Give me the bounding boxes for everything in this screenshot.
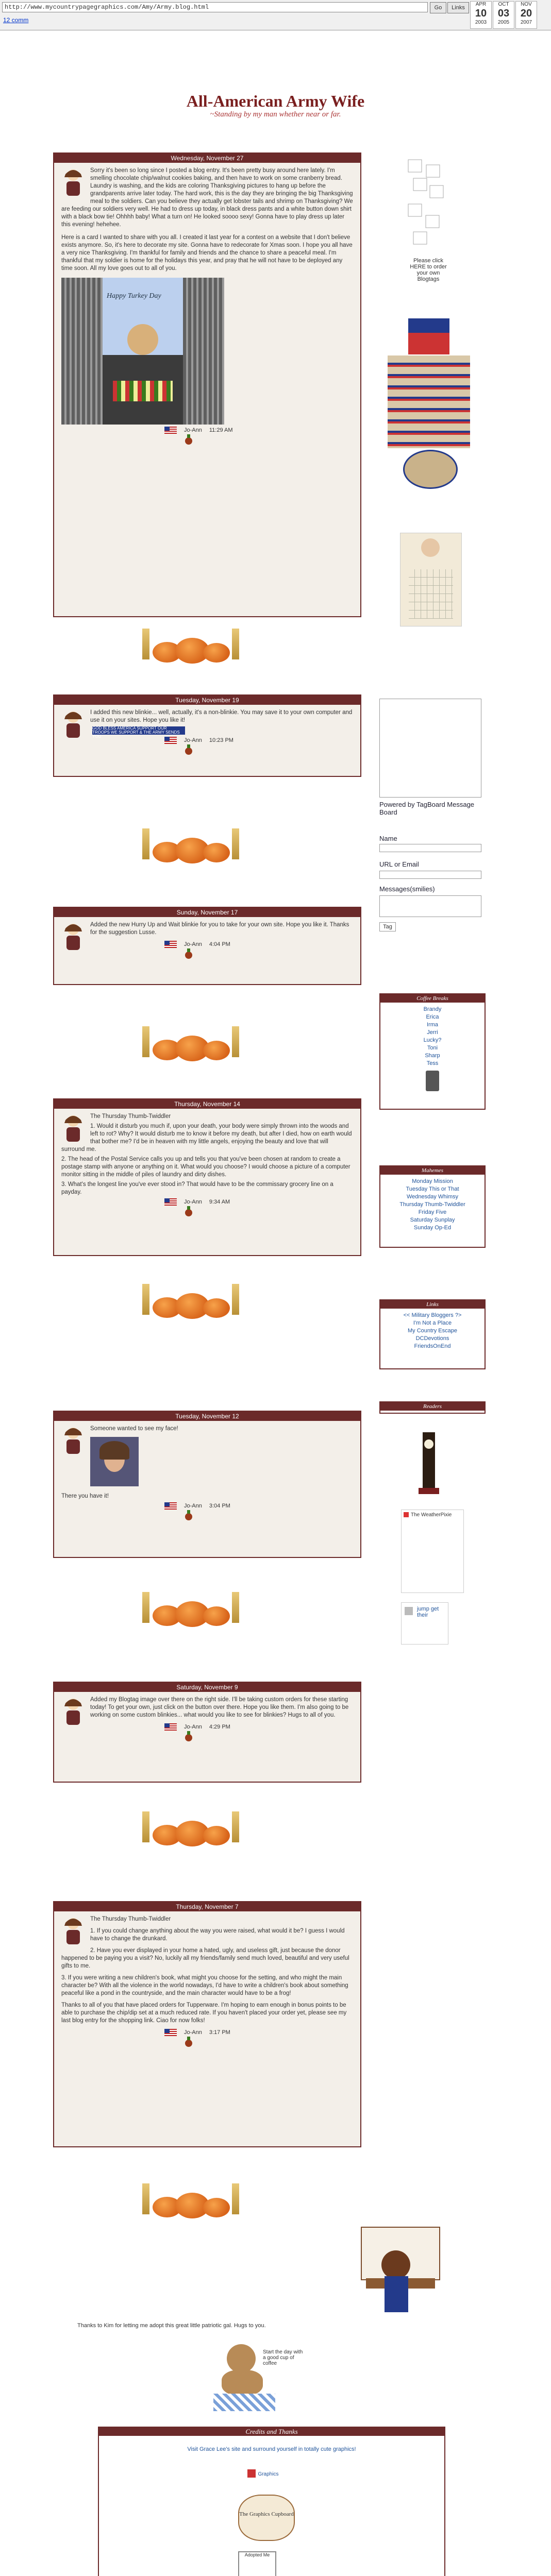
comment-icon[interactable] xyxy=(185,437,192,445)
tagboard-name-input[interactable] xyxy=(379,844,481,852)
pumpkin-divider-image xyxy=(139,624,242,665)
meme-link[interactable]: Tuesday This or That xyxy=(406,1186,459,1192)
comment-icon[interactable] xyxy=(185,1734,192,1741)
coffee-breaks-box xyxy=(379,993,486,1110)
jump-text[interactable]: jump get their xyxy=(417,1606,439,1618)
coffee-bubble-text: Start the day with a good cup of coffee xyxy=(263,2349,303,2366)
post-paragraph: Thanks to all of you that have placed orders for Tupperware. I'm hoping to earn enough in bonus points to be able to purchase the chip/dip set at a much reduced rate. If you haven't placed your order yet, please see my last blog entry for the shopping link. Ciao for now folks! xyxy=(61,2002,347,2024)
coffee-link[interactable]: Erica xyxy=(426,1014,439,1020)
card-text: Happy Turkey Day xyxy=(107,292,161,300)
post-nov-19: Tuesday, November 19 I added this new blinkie... well, actually, it's a non-blinkie. You may save it to your own computer and use it on your sites. Hope you like it! GOD BLESS AMERICA SUPPORT OUR TROOPS WE SUPPORT & THE ARMY SENDS YOU Jo-Ann 10:23 PM xyxy=(53,694,361,777)
us-flag-icon xyxy=(164,737,177,744)
post-nov-14: Thursday, November 14 The Thursday Thumb-Twiddler 1. Would it disturb you much if, upon your death, your body were simply thrown into the woods and left to rot? Why? It would disturb me to know it before my death, but after I died, how on earth would that bother me? I'd be in heaven with my little angels, enjoying the beauty and love that will surround me. 2. The head of the Postal Service calls you up and tells you that you've been chosen at random to create a postage stamp with anyone or anything on it. What would you choose? I would choose a picture of a computer monitor sitting in the middle of piles of laundry and dirty dishes. 3. What's the longest line you've ever stood in? That would have to be the commissary grocery line on a payday. Jo-Ann 9:34 AM xyxy=(53,1098,361,1256)
tagboard-messages[interactable] xyxy=(379,699,481,798)
tagboard-submit-button[interactable]: Tag xyxy=(379,922,396,931)
links-box xyxy=(379,1299,486,1369)
post-paragraph: 3. If you were writing a new children's book, what might you choose for the setting, and who might the main character be? With all the violence in the world nowadays, I'd have to write a children's book about something peaceful like a pond in the countryside, and the main character would have to be a frog! xyxy=(61,1975,348,1996)
address-bar[interactable]: http://www.mycountrypagegraphics.com/Amy/Army.blog.html xyxy=(2,2,428,12)
calendar-tab-oct[interactable]: OCT 03 2005 xyxy=(493,1,514,29)
blogtag-image[interactable] xyxy=(398,155,455,258)
links-button[interactable]: Links xyxy=(447,2,469,13)
coffee-link[interactable]: Tess xyxy=(426,1060,439,1066)
readers-header: Readers xyxy=(380,1402,485,1411)
coffee-breaks-header: Coffee Breaks xyxy=(380,994,485,1003)
go-button[interactable]: Go xyxy=(430,2,446,13)
post-time-link[interactable]: 10:23 PM xyxy=(209,737,233,743)
author-avatar-icon xyxy=(61,1425,85,1456)
post-nov-9: Saturday, November 9 Added my Blogtag image over there on the right side. I'll be taking custom orders for these starting today! To get your own, just click on the button over there. Hope you like them. I'm also going to be working on some custom blinkies... what would you like to see for blinkies? Hugs to all of you. Jo-Ann 4:29 PM xyxy=(53,1682,361,1783)
post-date: Saturday, November 9 xyxy=(54,1683,360,1692)
pumpkin-divider-image xyxy=(139,2179,242,2219)
author-avatar-icon xyxy=(61,1916,85,1946)
blinkie-image: GOD BLESS AMERICA SUPPORT OUR TROOPS WE SUPPORT & THE ARMY SENDS YOU xyxy=(92,726,185,735)
blogtag-caption[interactable]: Please click HERE to order your own Blogtags xyxy=(410,258,447,282)
meme-link[interactable]: Thursday Thumb-Twiddler xyxy=(399,1201,465,1208)
thanksgiving-card-image xyxy=(61,278,224,425)
memes-header: Mahemes xyxy=(380,1166,485,1175)
post-paragraph: Someone wanted to see my face! xyxy=(90,1426,178,1432)
post-nov-27 xyxy=(53,152,361,617)
post-date: Thursday, November 14 xyxy=(54,1099,360,1109)
tagboard-message-input[interactable] xyxy=(379,895,481,917)
post-date: Sunday, November 17 xyxy=(54,908,360,917)
memes-list xyxy=(380,1178,485,1232)
coffee-link[interactable]: Sharp xyxy=(425,1053,440,1059)
tagboard-title[interactable]: Powered by TagBoard Message Board xyxy=(379,801,475,816)
author-avatar-icon xyxy=(61,1696,85,1727)
pumpkin-divider-image xyxy=(139,1280,242,1320)
post-paragraph: 1. Would it disturb you much if, upon your death, your body were simply thrown into the woods and left to rot? Why? It would disturb me to know it before my death, but after I died, how on earth would that bother me? I'd be in heaven with my little angels, enjoying the beauty and love that will surround me. xyxy=(61,1123,352,1153)
coffee-link[interactable]: Jerri xyxy=(427,1029,438,1036)
post-paragraph: Sorry it's been so long since I posted a blog entry. It's been pretty busy around here lately. I'm smelling chocolate chip/walnut cookies baking, and then have to work on some cranberry bread. Laundry is washing, and the kids are coloring Thanksgiving pictures to hang up before the grandparents arrive later today. The hard work, this is the day they are bringing the big Thanksgiving meal to the soldiers. Can you believe they actually get lobster tails and shrimp on Thanksgiving? We are feeding our soldiers very well. He had to dress up today, in black dress pants and a white button down shirt with a black bow tie! Ohhhh baby! What a turn on! He looked soooo sexy! Gonna have to play dress up later this evening! hehehee. xyxy=(61,167,353,228)
coffee-link[interactable]: Lucky? xyxy=(423,1037,442,1043)
meme-link[interactable]: Sunday Op-Ed xyxy=(413,1225,452,1231)
adopted-badge[interactable]: Adopted Me xyxy=(238,2551,276,2576)
post-paragraph: 2. The head of the Postal Service calls you up and tells you that you've been chosen at random to create a postage stamp with anyone or anything on it. What would you choose? I would choose a picture of a computer monitor sitting in the middle of piles of laundry and dirty dishes. xyxy=(61,1156,350,1178)
us-flag-icon xyxy=(164,1723,177,1731)
comment-icon[interactable] xyxy=(185,952,192,959)
author-avatar-icon xyxy=(61,709,85,740)
coffee-link[interactable]: Irma xyxy=(427,1022,438,1028)
links-list xyxy=(380,1312,485,1350)
blog-link[interactable]: My Country Escape xyxy=(408,1328,457,1334)
credits-line[interactable]: Visit Grace Lee's site and surround yourself in totally cute graphics! xyxy=(187,2446,356,2452)
post-date: Tuesday, November 19 xyxy=(54,696,360,705)
post-nov-7: Thursday, November 7 The Thursday Thumb-Twiddler 1. If you could change anything about the way you were raised, what would it be? I guess I would have to change the drunkard. 2. Have you ever displayed in your home a hated, ugly, and useless gift, just because the donor happened to be paying you a visit? No, luckily all my friends/family send much loved, beautiful and very useful gifts to me. 3. If you were writing a new children's book, what might you choose for the setting, and who might the main character be? With all the violence in the world nowadays, I'd have to write a children's book about something peaceful like a pond in the countryside, and the main character would have to be a frog! Thanks to all of you that have placed orders for Tupperware. I'm hoping to earn enough in bonus points to be able to purchase the chip/dip set at a much reduced rate. If you haven't placed your order yet, please see my last blog entry for the shopping link. Ciao for now folks! Jo-Ann 3:17 PM xyxy=(53,1901,361,2147)
site-subtitle: ~Standing by my man whether near or far. xyxy=(210,110,341,118)
browser-toolbar xyxy=(0,0,551,30)
blog-link[interactable]: DCDevotions xyxy=(415,1335,449,1342)
tagboard-url-input[interactable] xyxy=(379,871,481,879)
cupboard-logo[interactable]: The Graphics Cupboard xyxy=(238,2495,295,2541)
post-paragraph: 2. Have you ever displayed in your home a hated, ugly, and useless gift, just because the donor happened to be paying you a visit? No, luckily all my friends/family send much loved, beautiful and very useful gifts to me. xyxy=(61,1947,349,1969)
author-photo xyxy=(90,1437,139,1486)
coffee-link[interactable]: Toni xyxy=(427,1045,438,1051)
site-title: All-American Army Wife xyxy=(186,92,365,110)
post-paragraph: Here is a card I wanted to share with you all. I created it last year for a contest on a website that I don't believe exists anymore. So, it's here to decorate my site. Gonna have to redecorate for Xmas soon. I hope you all have a very nice Thanksgiving. I'm thankful for family and friends and the chance to share a peaceful meal. I'm thankful that my soldier is home for the holidays this year, and pray that he will not have to be deployed any time soon. All my love goes out to all of you. xyxy=(61,234,353,272)
coffee-link[interactable]: Brandy xyxy=(423,1006,442,1012)
credits-box xyxy=(98,2427,445,2576)
readers-clock-image xyxy=(419,1432,439,1495)
post-paragraph: 3. What's the longest line you've ever stood in? That would have to be the commissary grocery line on a payday. xyxy=(61,1181,333,1195)
sewing-girl-image xyxy=(356,2225,442,2317)
credits-header: Credits and Thanks xyxy=(99,2428,444,2436)
credits-thanks-text: Thanks to Kim for letting me adopt this great little patriotic gal. Hugs to you. xyxy=(77,2323,266,2329)
meme-link[interactable]: Monday Mission xyxy=(412,1178,453,1184)
meme-link[interactable]: Saturday Sunplay xyxy=(410,1217,455,1223)
post-paragraph: Added the new Hurry Up and Wait blinkie for you to take for your own site. Hope you like it. Thanks for the suggestion Lusse. xyxy=(90,922,349,936)
post-time-link[interactable]: 3:17 PM xyxy=(209,2029,230,2036)
comment-icon[interactable] xyxy=(185,748,192,755)
calendar-tab-nov[interactable]: NOV 20 2007 xyxy=(515,1,537,29)
coffee-breaks-list xyxy=(380,1006,485,1067)
post-time-link[interactable]: 4:04 PM xyxy=(209,941,230,947)
tagboard-name-label: Name xyxy=(379,835,397,842)
post-nov-17: Sunday, November 17 Added the new Hurry Up and Wait blinkie for you to take for your own site. Hope you like it. Thanks for the suggestion Lusse. Jo-Ann 4:04 PM xyxy=(53,907,361,985)
coffee-bear-image xyxy=(206,2339,309,2416)
weather-pixie-widget[interactable] xyxy=(401,1510,464,1593)
post-paragraph: There you have it! xyxy=(61,1493,109,1499)
post-time-link[interactable]: 4:29 PM xyxy=(209,1724,230,1730)
post-time-link[interactable]: 11:29 AM xyxy=(209,427,233,433)
us-flag-icon xyxy=(164,1502,177,1510)
blog-link[interactable]: << Military Bloggers ?> xyxy=(403,1312,462,1318)
post-paragraph: Added my Blogtag image over there on the right side. I'll be taking custom orders for these starting today! To get your own, just click on the button over there. Hope you like them. I'm also going to be working on some custom blinkies... what would you like to see for blinkies? Hugs to all of you. xyxy=(90,1697,349,1718)
us-flag-icon xyxy=(164,427,177,434)
memes-box xyxy=(379,1165,486,1248)
post-signature: Jo-Ann 11:29 AM xyxy=(61,427,353,434)
calendar-tab-apr[interactable]: APR 10 2003 xyxy=(470,1,492,29)
pumpkin-divider-image xyxy=(139,824,242,865)
us-flag-icon xyxy=(164,2029,177,2036)
graphics-logo[interactable]: Graphics xyxy=(247,2469,289,2489)
meme-link[interactable]: Wednesday Whimsy xyxy=(406,1194,459,1200)
readers-box xyxy=(379,1401,486,1414)
tagboard-url-label: URL or Email xyxy=(379,860,419,868)
jump-widget[interactable] xyxy=(401,1602,448,1645)
post-paragraph: The Thursday Thumb-Twiddler xyxy=(90,1916,171,1922)
author-avatar-icon xyxy=(61,1113,85,1144)
comment-icon[interactable] xyxy=(185,1209,192,1216)
us-flag-icon xyxy=(164,1198,177,1206)
post-date: Thursday, November 7 xyxy=(54,1902,360,1911)
tagboard-messages-label: Messages(smilies) xyxy=(379,885,435,893)
pumpkin-divider-image xyxy=(139,1022,242,1062)
blog-link[interactable]: FriendsOnEnd xyxy=(414,1343,451,1349)
post-date: Wednesday, November 27 xyxy=(54,154,360,163)
author-avatar-icon xyxy=(61,167,85,198)
pumpkin-divider-image xyxy=(139,1588,242,1628)
links-bar-item[interactable]: 12 comm xyxy=(3,16,29,24)
coffee-mug-icon xyxy=(426,1071,439,1091)
comment-icon[interactable] xyxy=(185,2040,192,2047)
meme-link[interactable]: Friday Five xyxy=(418,1209,447,1215)
post-time-link[interactable]: 3:04 PM xyxy=(209,1503,230,1509)
post-paragraph: I added this new blinkie... well, actually, it's a non-blinkie. You may save it to your own computer and use it on your sites. Hope you like it! xyxy=(90,709,353,723)
post-nov-12: Tuesday, November 12 Someone wanted to see my face! There you have it! Jo-Ann 3:04 PM xyxy=(53,1411,361,1558)
links-header: Links xyxy=(380,1300,485,1309)
calendar-doll-image xyxy=(400,533,462,626)
post-date: Tuesday, November 12 xyxy=(54,1412,360,1421)
comment-icon[interactable] xyxy=(185,1513,192,1520)
post-paragraph: 1. If you could change anything about the way you were raised, what would it be? I guess I would have to change the drunkard. xyxy=(90,1928,345,1942)
us-flag-icon xyxy=(164,941,177,948)
patriotic-badges-image xyxy=(388,318,470,488)
blog-link[interactable]: I'm Not a Place xyxy=(413,1320,452,1326)
author-avatar-icon xyxy=(61,921,85,952)
weather-pixie-label: The WeatherPixie xyxy=(411,1512,452,1518)
post-time-link[interactable]: 9:34 AM xyxy=(209,1199,230,1205)
post-paragraph: The Thursday Thumb-Twiddler xyxy=(90,1113,171,1120)
pumpkin-divider-image xyxy=(139,1807,242,1848)
